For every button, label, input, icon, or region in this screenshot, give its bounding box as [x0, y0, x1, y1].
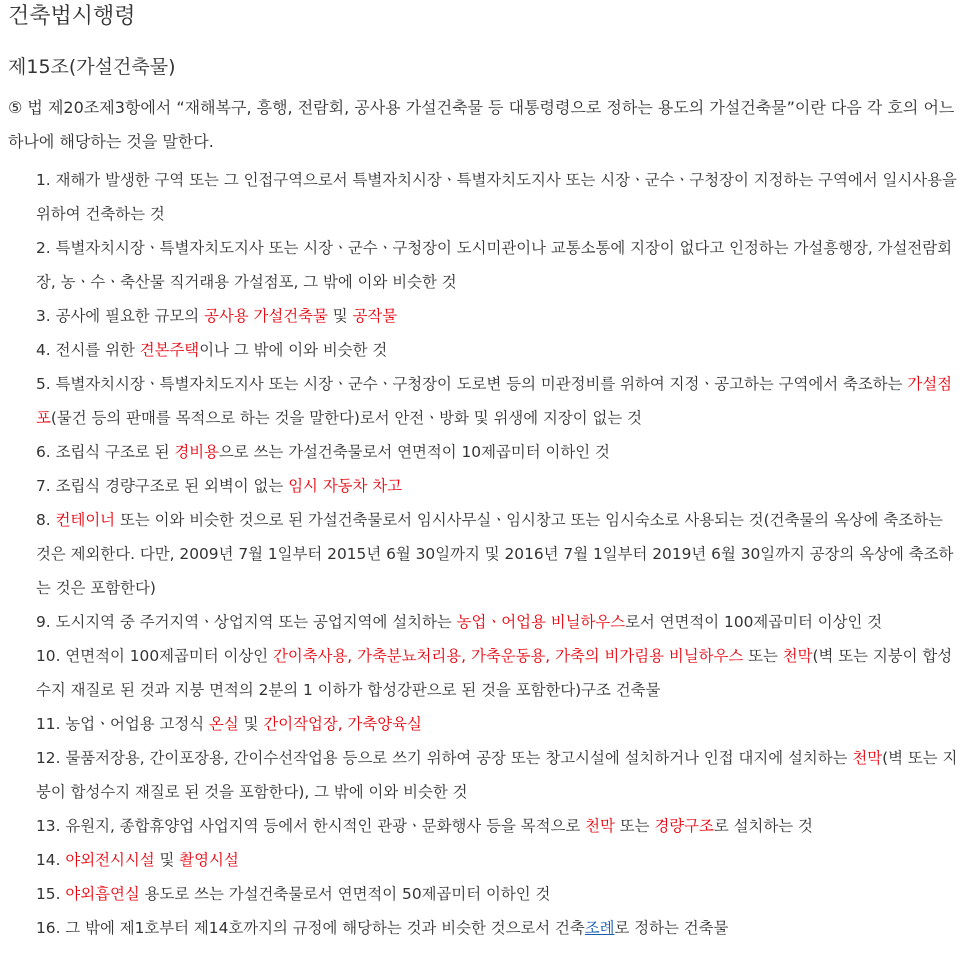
list-item [36, 639, 958, 707]
list-item [36, 435, 958, 469]
item-text: 9. 도시지역 중 주거지역ㆍ상업지역 또는 공업지역에 설치하는 [36, 613, 457, 631]
document-title: 건축법시행령 [8, 4, 136, 29]
item-text: (물건 등의 판매를 목적으로 하는 것을 말한다)로서 안전ㆍ방화 및 위생에 지장이 없는 것 [50, 409, 642, 427]
list-item [36, 163, 958, 231]
highlighted-term: 컨테이너 [55, 511, 116, 529]
highlighted-term: 농업ㆍ어업용 비닐하우스 [456, 613, 626, 631]
highlighted-term: 촬영시설 [179, 851, 239, 869]
item-text: 14. [36, 851, 66, 869]
list-item [36, 469, 958, 503]
item-text: 15. [36, 885, 66, 903]
item-text: 및 [327, 307, 353, 325]
item-text: 4. 전시를 위한 [36, 341, 140, 359]
ordinance-link[interactable]: 조례 [584, 919, 615, 937]
item-text: 11. 농업ㆍ어업용 고정식 [36, 715, 209, 733]
item-text: 3. 공사에 필요한 규모의 [36, 307, 205, 325]
item-text: 또는 [614, 817, 655, 835]
item-text: 용도로 쓰는 가설건축물로서 연면적이 50제곱미터 이하인 것 [139, 885, 551, 903]
list-item [36, 911, 958, 945]
list-item [36, 367, 958, 435]
item-text: 또는 이와 비슷한 것으로 된 가설건축물로서 임시사무실ㆍ임시창고 또는 임시숙소로 사용되는 것(건축물의 옥상에 축조하는 것은 제외한다. 다만, 2009년 7월 1일부터 2015년 6월 30일까지 및 2016년 7월 1일부터 2019년 6월 30일까지 공장의 옥상에 축조하는 것은 포함한다) [36, 511, 954, 597]
item-text: 10. 연면적이 100제곱미터 이상인 [36, 647, 273, 665]
highlighted-term: 임시 자동차 차고 [288, 477, 403, 495]
highlighted-term: 간이작업장, 가축양육실 [263, 715, 422, 733]
item-text: 로 설치하는 것 [713, 817, 813, 835]
paragraph-5: ⑤ 법 제20조제3항에서 “재해복구, 흥행, 전람회, 공사용 가설건축물 등 대통령령으로 정하는 용도의 가설건축물”이란 다음 각 호의 어느 하나에 해당하는 것을 말한다. [8, 98, 955, 151]
item-text: 로서 연면적이 100제곱미터 이상인 것 [625, 613, 883, 631]
item-text: 13. 유원지, 종합휴양업 사업지역 등에서 한시적인 관광ㆍ문화행사 등을 목적으로 [36, 817, 586, 835]
item-text: 으로 쓰는 가설건축물로서 연면적이 10제곱미터 이하인 것 [218, 443, 610, 461]
highlighted-term: 경량구조 [654, 817, 714, 835]
list-item [36, 503, 958, 605]
item-text: 7. 조립식 경량구조로 된 외벽이 없는 [36, 477, 289, 495]
list-item [36, 605, 958, 639]
item-text: 12. 물품저장용, 간이포장용, 간이수선작업용 등으로 쓰기 위하여 공장 또는 창고시설에 설치하거나 인접 대지에 설치하는 [36, 749, 853, 767]
item-text: (벽 또는 지붕이 합성수지 재질로 된 것을 포함한다), 그 밖에 이와 비슷한 것 [36, 749, 958, 801]
item-text: 또는 [743, 647, 783, 665]
highlighted-term: 경비용 [174, 443, 219, 461]
item-text: 5. 특별자치시장ㆍ특별자치도지사 또는 시장ㆍ군수ㆍ구청장이 도로변 등의 미관정비를 위하여 지정ㆍ공고하는 구역에서 축조하는 [36, 375, 908, 393]
highlighted-term: 온실 [208, 715, 239, 733]
item-text: 6. 조립식 구조로 된 [36, 443, 175, 461]
highlighted-term: 천막 [585, 817, 615, 835]
highlighted-term: 간이축사용, 가축분뇨처리용, 가축운동용, 가축의 비가림용 비닐하우스 [272, 647, 744, 665]
item-list [8, 163, 958, 945]
item-text: 1. 재해가 발생한 구역 또는 그 인접구역으로서 특별자치시장ㆍ특별자치도지사 또는 시장ㆍ군수ㆍ구청장이 지정하는 구역에서 일시사용을 위하여 건축하는 것 [36, 171, 957, 223]
list-item [36, 707, 958, 741]
highlighted-term: 공작물 [352, 307, 398, 325]
list-item [36, 231, 958, 299]
item-text: 16. 그 밖에 제1호부터 제14호까지의 규정에 해당하는 것과 비슷한 것으로서 건축 [36, 919, 585, 937]
highlighted-term: 천막 [852, 749, 883, 767]
item-text: (벽 또는 지붕이 합성수지 재질로 된 것과 지붕 면적의 2분의 1 이하가 합성강판으로 된 것을 포함한다)구조 건축물 [36, 647, 953, 699]
item-text: 및 [154, 851, 180, 869]
item-text: 8. [36, 511, 56, 529]
item-text: 로 정하는 건축물 [614, 919, 729, 937]
article-title: 제15조(가설건축물) [8, 56, 176, 78]
highlighted-term: 천막 [782, 647, 813, 665]
list-item [36, 809, 958, 843]
list-item [36, 333, 958, 367]
list-item [36, 299, 958, 333]
list-item [36, 741, 958, 809]
item-text: 2. 특별자치시장ㆍ특별자치도지사 또는 시장ㆍ군수ㆍ구청장이 도시미관이나 교통소통에 지장이 없다고 인정하는 가설흥행장, 가설전람회장, 농ㆍ수ㆍ축산물 직거래용 가설점포, 그 밖에 이와 비슷한 것 [36, 239, 952, 291]
item-text: 및 [238, 715, 264, 733]
highlighted-term: 가설점포 [36, 375, 952, 427]
highlighted-term: 야외전시시설 [65, 851, 155, 869]
list-item [36, 877, 958, 911]
list-item [36, 843, 958, 877]
item-text: 이나 그 밖에 이와 비슷한 것 [199, 341, 388, 359]
highlighted-term: 야외흡연실 [65, 885, 140, 903]
highlighted-term: 견본주택 [139, 341, 200, 359]
highlighted-term: 공사용 가설건축물 [204, 307, 328, 325]
